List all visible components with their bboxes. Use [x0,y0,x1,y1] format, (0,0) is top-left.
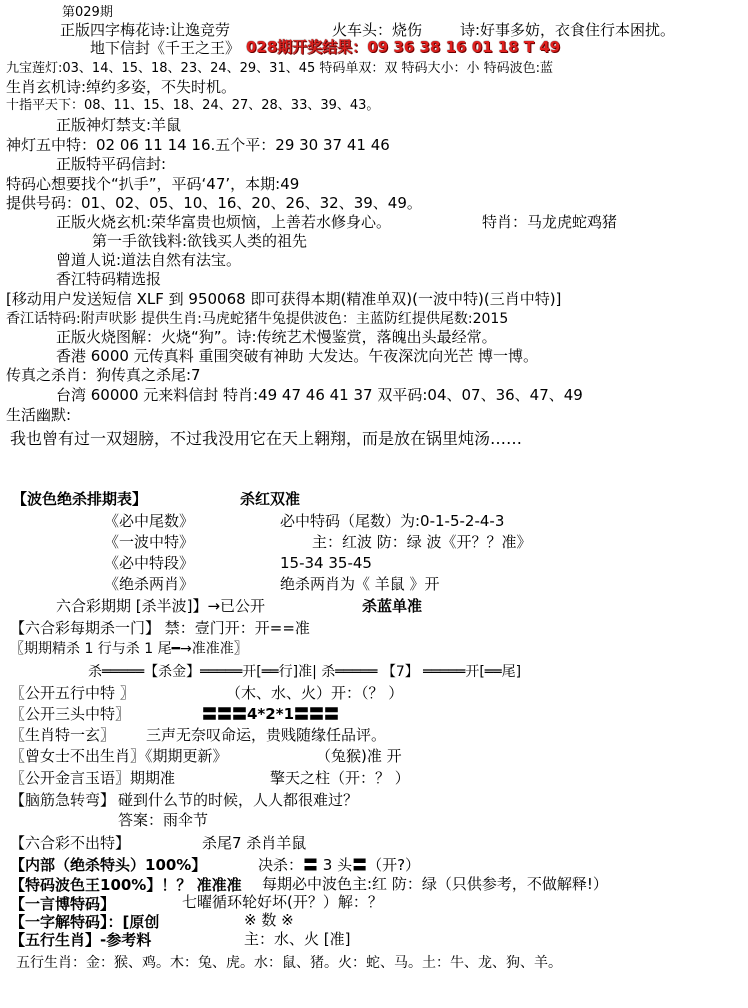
three-heads-value: 〓〓〓4*2*1〓〓〓 [202,705,340,723]
row-tail-value: 必中特码（尾数）为:0-1-5-2-4-3 [280,512,505,530]
one-char-label: 【一字解特码】：[原创 [10,913,160,931]
envelope-title: 正版特平码信封: [56,155,167,173]
hongkong-fax: 香港 6000 元传真料 重围突破有神助 大发达。午夜深沈向光芒 博一博。 [56,347,539,365]
five-zodiac-value: 主：水、火 [准] [244,930,351,948]
one-word-label: 【一言博特码】 [10,895,116,913]
fire-mystery: 正版火烧玄机:荣华富贵也烦恼，上善若水修身心。 [56,213,392,231]
special-code-hint: 特码心想要找个“扒手”，平码‘47’，本期:49 [6,175,300,193]
lotus-lamp-line: 九宝莲灯:03、14、15、18、23、24、29、31、45 特码单双：双 特码大小：小 特码波色:蓝 [6,61,554,76]
ten-fingers-line: 十指平天下：08、11、15、18、24、27、28、33、39、43。 [6,98,380,113]
golden-words-label: 〖公开金言玉语〗期期准 [10,769,176,787]
golden-words-value: 擎天之柱（开：？ ） [270,769,410,787]
row-segment-label: 《必中特段》 [104,554,195,572]
zodiac-mystery-label: 〖生肖特一玄〗 [10,726,116,744]
banned-branch: 正版神灯禁支:羊鼠 [56,116,182,134]
inner-kill-label: 【内部（绝杀特头）100%】 [10,856,207,874]
inner-kill-value: 决杀：〓 3 头〓（开?） [258,856,421,874]
zodiac-mystery-value: 三声无奈叹命运，贵贱随缘任品评。 [146,726,387,744]
master-saying: 曾道人说:道法自然有法宝。 [56,251,242,269]
fax-kill: 传真之杀肖：狗传真之杀尾:7 [6,366,201,384]
row-wave-value: 主：红波 防：绿 波《开？？准》 [312,533,532,551]
wave-king-value: 每期必中波色主:红 防：绿（只供参考，不做解释!） [262,875,608,893]
ms-zeng-value: （兔猴)准 开 [316,747,402,765]
taiwan-envelope: 台湾 60000 元来料信封 特肖:49 47 46 41 37 双平码:04、07、36、47、49 [56,386,583,404]
fire-diagram: 正版火烧图解：火烧“狗”。诗:传统艺术慢鉴赏，落魄出头最经常。 [56,328,497,346]
poem-text: 诗:好事多妨，衣食住行本困扰。 [460,21,676,39]
row-wave-label: 《一波中特》 [104,533,195,551]
row-kill-two-value: 绝杀两肖为《 羊鼠 》开 [280,575,440,593]
riddle-question: 碰到什么节的时候，人人都很难过？ [118,791,359,809]
provided-numbers: 提供号码：01、02、05、10、16、20、26、32、39、49。 [6,194,422,212]
five-elements-table: 五行生肖：金：猴、鸡。木：兔、虎。水：鼠、猪。火：蛇、马。土：牛、龙、狗、羊。 [16,955,562,971]
kill-metal-row: 杀═════【杀金】═════开[══行]准| 杀═════ 【7】 ═════开[══尾] [88,664,522,680]
xiangjiang-line: 香江话特码:附声吠影 提供生肖:马虎蛇猪牛兔提供波色：主蓝防红提供尾数:2015 [6,311,509,327]
kill-line-tail-row: 〖期期精杀 1 行与杀 1 尾━→准准准〗 [10,641,248,657]
one-char-value: ※ 数 ※ [244,911,294,929]
half-wave-label: 六合彩期期 [杀半波]】→已公开 [56,597,266,615]
fire-head: 火车头：烧伤 [332,21,423,39]
board-title: 【波色绝杀排期表】 [12,490,148,508]
row-kill-two-label: 《绝杀两肖》 [104,575,195,593]
ms-zeng-label: 〖曾女士不出生肖〗《期期更新》 [10,747,228,765]
riddle-answer: 答案：雨伞节 [118,811,209,829]
five-special-line: 神灯五中特：02 06 11 14 16.五个平：29 30 37 41 46 [6,136,390,154]
humor-title: 生活幽默: [6,406,72,424]
sms-notice: [移动用户发送短信 XLF 到 950068 即可获得本期(精准单双)(一波中特)(三肖中特)] [6,290,562,308]
special-zodiac: 特肖：马龙虎蛇鸡猪 [482,213,618,231]
draw-result-banner: 028期开奖结果：09 36 38 16 01 18 T 49 [246,38,561,56]
five-elements-value: （木、水、火）开：（？ ） [226,684,404,702]
no-special-label: 【六合彩不出特】 [10,834,131,852]
kill-red-tag: 杀红双准 [240,490,301,508]
five-zodiac-label: 【五行生肖】-参考料 [10,931,152,949]
humor-text: 我也曾有过一双翅膀，不过我没用它在天上翱翔，而是放在锅里炖汤…… [10,429,523,448]
five-elements-label: 〖公开五行中特 〗 [10,684,135,702]
first-hand-tip: 第一手欲钱料:欲钱买人类的祖先 [92,232,308,250]
kill-blue-tag: 杀蓝单准 [362,597,423,615]
issue-number: 第029期 [62,5,113,20]
no-special-value: 杀尾7 杀肖羊鼠 [202,834,307,852]
underground-envelope: 地下信封《千王之王》 [90,39,241,57]
three-heads-label: 〖公开三头中特〗 [10,705,131,723]
wave-king-label: 【特码波色王100%】！？ 准准准 [10,876,242,894]
zodiac-poem: 生肖玄机诗:绰约多姿，不失时机。 [6,78,237,96]
selection-title: 香江特码精选报 [56,270,162,288]
one-word-value: 七曜循环轮好坏(开？）解：？ [182,893,383,911]
row-segment-value: 15-34 35-45 [280,554,372,572]
plum-poem-title: 正版四字梅花诗:让逸竞劳 [60,21,231,39]
kill-door-row: 【六合彩每期杀一门】 禁：壹门开：开==准 [10,619,310,637]
row-tail-label: 《必中尾数》 [104,512,195,530]
riddle-label: 【脑筋急转弯】 [10,791,116,809]
